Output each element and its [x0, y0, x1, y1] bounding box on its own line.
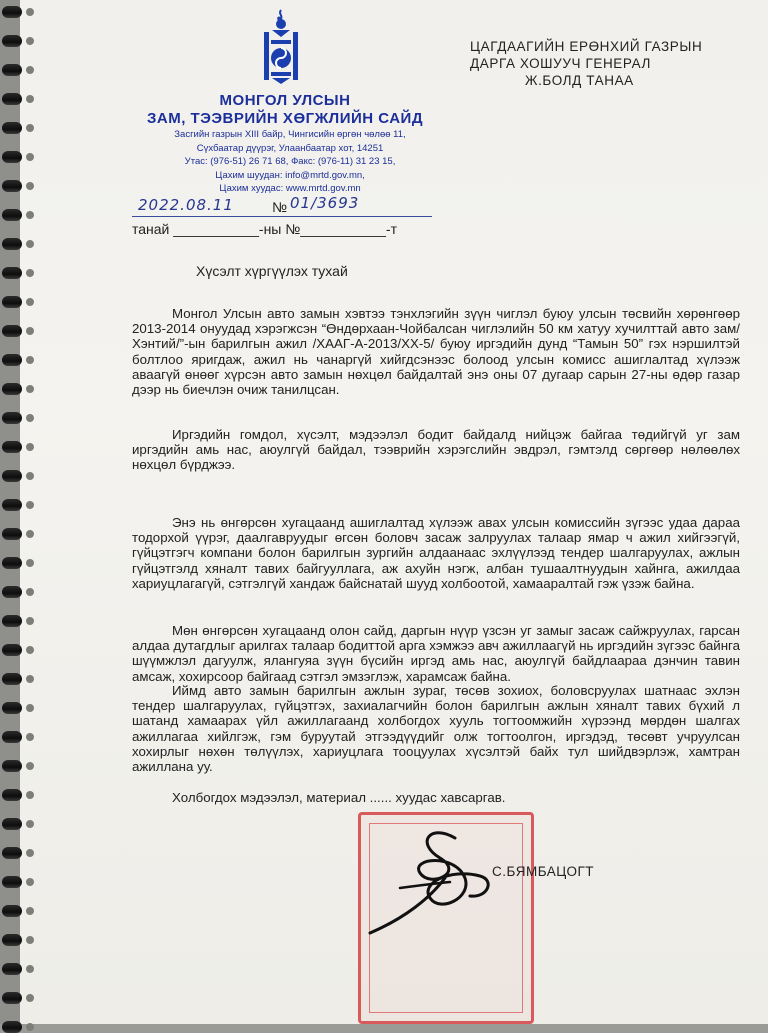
- handwritten-signature: [360, 818, 510, 938]
- punch-hole: [26, 385, 34, 393]
- punch-hole: [26, 965, 34, 973]
- paragraph-3: Энэ нь өнгөрсөн хугацаанд ашиглалтад хүлээж авах улсын комиссийн зүгээс удаа дараа тодорхой үүрэг, даалгавруудыг өгсөн боловч засаж залруулах талаар ямар ч ажил хийгээгүй, гүйцэтгэгч компани болон барилгын зургийн алдаанаас эхлүүлээд тендер шалгаруулах, ажлын гүйцэтгэлд хяналт тавих байгууллага, аж ахуйн нэгж, албан тушаалтнуудын хайнга, ажилдаа хариуцлагагүй, сэтгэлгүй хандаж байснатай шууд холбоотой, хамааралтай гэж үзэж байна.: [132, 515, 740, 591]
- reference-date-number: [132, 196, 432, 218]
- recipient-block: [470, 38, 768, 89]
- punch-hole: [26, 211, 34, 219]
- binding-ring: [2, 441, 22, 453]
- reference-reply-line: танай ___________-ны №___________-т: [132, 221, 398, 237]
- punch-hole: [26, 791, 34, 799]
- binding-ring: [2, 731, 22, 743]
- soyombo-emblem-icon: [258, 8, 304, 86]
- binding-ring: [2, 818, 22, 830]
- punch-hole: [26, 675, 34, 683]
- binding-ring: [2, 673, 22, 685]
- phone-fax: Утас: (976-51) 26 71 68, Факс: (976-11) 31 23 15,: [184, 156, 396, 167]
- binding-ring: [2, 934, 22, 946]
- binding-ring: [2, 296, 22, 308]
- punch-hole: [26, 501, 34, 509]
- ministry-name: [120, 92, 450, 128]
- punch-hole: [26, 269, 34, 277]
- attachment-note: Холбогдох мэдээлэл, материал ...... хуудас хавсаргав.: [172, 790, 506, 805]
- binding-ring: [2, 35, 22, 47]
- punch-hole: [26, 530, 34, 538]
- binding-ring: [2, 267, 22, 279]
- binding-ring: [2, 963, 22, 975]
- recipient-line2: ДАРГА ХОШУУЧ ГЕНЕРАЛ: [470, 56, 651, 71]
- punch-hole: [26, 153, 34, 161]
- binding-ring: [2, 586, 22, 598]
- binding-ring: [2, 876, 22, 888]
- binding-ring: [2, 470, 22, 482]
- handwritten-number: 01/3693: [290, 194, 360, 212]
- punch-hole: [26, 559, 34, 567]
- punch-hole: [26, 617, 34, 625]
- binding-ring: [2, 151, 22, 163]
- binding-ring: [2, 557, 22, 569]
- letter-subject: Хүсэлт хүргүүлэх тухай: [196, 263, 348, 279]
- punch-hole: [26, 936, 34, 944]
- ministry-contacts: [140, 128, 440, 196]
- binding-ring: [2, 847, 22, 859]
- binding-ring: [2, 180, 22, 192]
- punch-hole: [26, 66, 34, 74]
- binding-ring: [2, 6, 22, 18]
- binding-ring: [2, 64, 22, 76]
- binding-ring: [2, 992, 22, 1004]
- binding-ring: [2, 122, 22, 134]
- punch-hole: [26, 994, 34, 1002]
- punch-hole: [26, 298, 34, 306]
- punch-hole: [26, 646, 34, 654]
- punch-hole: [26, 907, 34, 915]
- punch-hole: [26, 356, 34, 364]
- punch-hole: [26, 1023, 34, 1031]
- website: Цахим хуудас: www.mrtd.gov.mn: [219, 183, 361, 194]
- handwritten-date: 2022.08.11: [138, 196, 234, 214]
- binding-ring: [2, 702, 22, 714]
- punch-hole: [26, 124, 34, 132]
- binding-ring: [2, 499, 22, 511]
- paragraph-5: Иймд авто замын барилгын ажлын зураг, төсөв зохиох, боловсруулах шатнаас эхлэн тендер шалгаруулах, гүйцэтгэх, захиалагчийн болон барилгын ажлын хяналт тавих бүхий л шатанд хамаарах үйл ажиллагаанд холбогдох хууль тогтоомжийн хүрээнд мөрдөн шалгах ажиллагаа хийлгэж, гэм буруутай этгээдүүдийг олж тогтоолгон, иргэдэд, төсөвт учруулсан хохирлыг нөхөн төлүүлэх, хариуцлага тооцуулах хүсэлтэй байх тул шийдвэрлэж, хамтран ажиллана уу.: [132, 683, 740, 775]
- reference-underline: [132, 216, 432, 217]
- binding-ring: [2, 93, 22, 105]
- punch-hole: [26, 878, 34, 886]
- address-line2: Сүхбаатар дүүрэг, Улаанбаатар хот, 14251: [196, 142, 384, 154]
- punch-hole: [26, 8, 34, 16]
- binding-ring: [2, 238, 22, 250]
- punch-hole: [26, 472, 34, 480]
- binding-ring: [2, 905, 22, 917]
- paragraph-1: Монгол Улсын авто замын хэвтээ тэнхлэгийн зүүн чиглэл буюу улсын төсвийн хөрөнгөөр 2013-2014 онуудад хэрэгжсэн “Өндөрхаан-Чойбалсан чиглэлийн 50 км хатуу хучилттай авто зам/Хэнтий/”-ын барилгын ажил /ХААГ-А-2013/ХХ-5/ буюу иргэдийн дунд “Тамын 50” гэх нэршилтэй болтлоо яригдаж, ажил нь чанаргүй хийгдсэнээс болоод улсын комисс ашиглалтад хүлээж аваагүй өнөөг хүрсэн авто замын нөхцөл байдалтай энэ оны 07 дугаар сарын 27-ны өдөр газар дээр нь биечлэн очиж танилцсан.: [132, 306, 740, 398]
- punch-hole: [26, 327, 34, 335]
- punch-hole: [26, 733, 34, 741]
- punch-hole: [26, 95, 34, 103]
- number-label: №: [272, 199, 288, 215]
- binding-ring: [2, 1021, 22, 1033]
- ministry-name-line2: ЗАМ, ТЭЭВРИЙН ХӨГЖЛИЙН САЙД: [146, 110, 424, 127]
- punch-hole: [26, 240, 34, 248]
- binding-ring: [2, 383, 22, 395]
- binding-ring: [2, 209, 22, 221]
- paragraph-4: Мөн өнгөрсөн хугацаанд олон сайд, даргын нүүр үзсэн уг замыг засаж сайжруулах, гарсан алдаа дутагдлыг арилгах талаар бодиттой арга хэмжээ авч ажиллаагүй нь иргэдийн зүгээс байнга шүүмжлэл дагуулж, ялангуяа зүүн бүсийн иргэд амь нас, аюулгүй байдлаараа дэнчин тавин амсаж, хохирсоор байгаад сэтгэл эмзэглэж, харамсаж байна.: [132, 623, 740, 684]
- punch-hole: [26, 588, 34, 596]
- email: Цахим шуудан: info@mrtd.gov.mn,: [215, 169, 365, 181]
- punch-hole: [26, 820, 34, 828]
- punch-hole: [26, 704, 34, 712]
- signer-name: С.БЯМБАЦОГТ: [492, 864, 595, 879]
- punch-hole: [26, 414, 34, 422]
- recipient-line1: ЦАГДААГИЙН ЕРӨНХИЙ ГАЗРЫН: [470, 39, 703, 54]
- ministry-name-line1: МОНГОЛ УЛСЫН: [219, 92, 351, 109]
- binding-ring: [2, 412, 22, 424]
- binding-ring: [2, 760, 22, 772]
- punch-hole: [26, 443, 34, 451]
- address-line1: Засгийн газрын XIII байр, Чингисийн өргөн чөлөө 11,: [174, 129, 406, 140]
- binding-ring: [2, 325, 22, 337]
- binding-ring: [2, 354, 22, 366]
- paragraph-2: Иргэдийн гомдол, хүсэлт, мэдээлэл бодит байдалд нийцэж байгаа төдийгүй уг зам иргэдийн амь нас, аюулгүй байдал, тээврийн хэрэгслийн эвдрэл, гэмтэлд сөргөөр нөлөөлөх нөхцөл бүрджээ.: [132, 427, 740, 473]
- binding-ring: [2, 615, 22, 627]
- binding-ring: [2, 789, 22, 801]
- punch-hole: [26, 182, 34, 190]
- punch-hole: [26, 849, 34, 857]
- punch-hole: [26, 37, 34, 45]
- binding-ring: [2, 528, 22, 540]
- recipient-line3: Ж.БОЛД ТАНАА: [525, 73, 634, 88]
- binding-ring: [2, 644, 22, 656]
- punch-hole: [26, 762, 34, 770]
